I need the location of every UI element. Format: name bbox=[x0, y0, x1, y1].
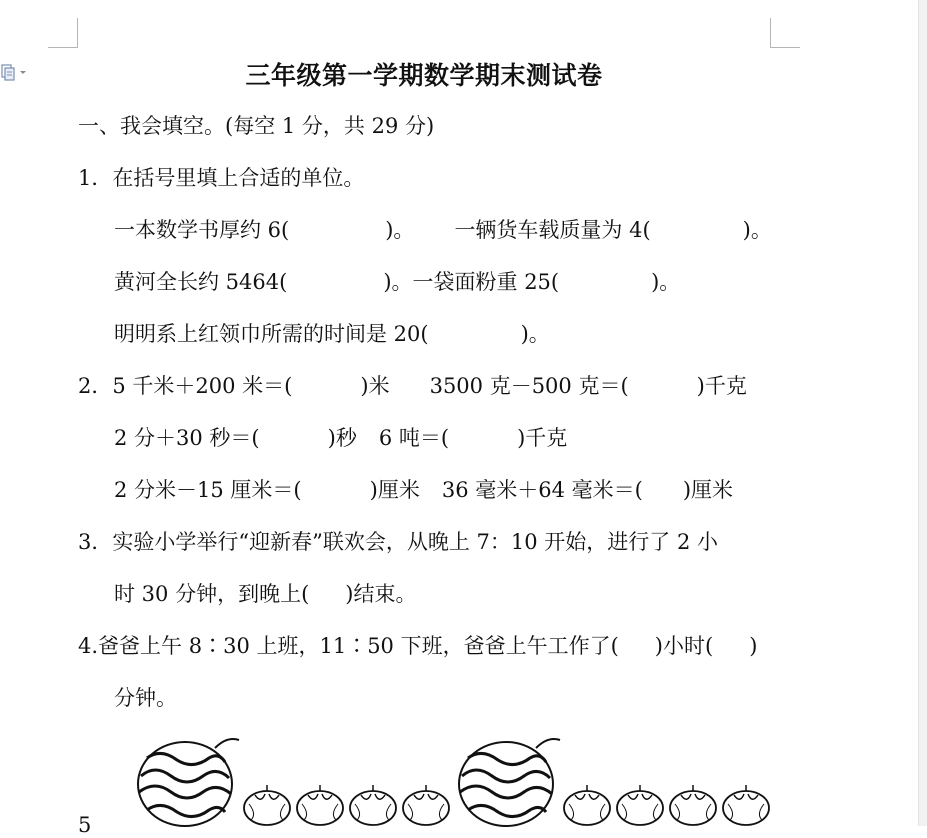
q4-mid: )小时( bbox=[654, 634, 714, 658]
section-heading: 一、我会填空。(每空 1 分，共 29 分) bbox=[78, 114, 435, 138]
crop-mark-top-right bbox=[770, 18, 800, 48]
question-3 bbox=[78, 529, 718, 555]
q2-c-text: 2 分＋30 秒＝( bbox=[114, 426, 260, 450]
q2-f-text: 36 毫米＋64 毫米＝( bbox=[441, 478, 643, 502]
question-1 bbox=[78, 165, 364, 191]
tomato-icon bbox=[350, 785, 396, 825]
q1-c-close: )。 bbox=[383, 270, 413, 294]
question-number: 1． bbox=[78, 166, 113, 190]
q2-d-text: 6 吨＝( bbox=[378, 426, 450, 450]
q2-d-unit: )千克 bbox=[517, 426, 568, 450]
q2-line-b bbox=[114, 425, 567, 451]
q1-e-close: )。 bbox=[520, 322, 550, 346]
q2-e-unit: )厘米 bbox=[369, 478, 420, 502]
q1-a-close: )。 bbox=[385, 218, 415, 242]
tomato-icon bbox=[617, 785, 663, 825]
q1-line-c bbox=[114, 321, 550, 347]
q4-text: 爸爸上午 8∶30 上班，11∶50 下班，爸爸上午工作了( bbox=[98, 634, 619, 658]
question-number: 4. bbox=[78, 634, 99, 658]
watermelon-icon bbox=[459, 739, 560, 826]
q1-e-text: 明明系上红领巾所需的时间是 20( bbox=[114, 322, 429, 346]
crop-mark-top-left bbox=[48, 18, 78, 48]
question-number: 3． bbox=[78, 530, 113, 554]
tomato-icon bbox=[723, 785, 769, 825]
tomato-icon bbox=[244, 785, 290, 825]
vertical-scrollbar[interactable] bbox=[918, 0, 927, 826]
q2-line-c bbox=[114, 477, 733, 503]
q3-text-2: 时 30 分钟，到晚上( bbox=[114, 582, 310, 606]
q2-e-text: 2 分米－15 厘米＝( bbox=[114, 478, 302, 502]
question-5-number: 5 bbox=[78, 813, 92, 837]
q3-text: 实验小学举行“迎新春”联欢会，从晚上 7：10 开始，进行了 2 小 bbox=[112, 530, 718, 554]
fruit-illustration bbox=[130, 736, 780, 828]
q1-a-text: 一本数学书厚约 6( bbox=[114, 218, 290, 242]
q1-c-text: 黄河全长约 5464( bbox=[114, 270, 288, 294]
q4-line-2: 分钟。 bbox=[114, 686, 177, 710]
question-number: 2． bbox=[78, 374, 113, 398]
q2-b-unit: )千克 bbox=[696, 374, 747, 398]
tomato-icon bbox=[670, 785, 716, 825]
q2-c-unit: )秒 bbox=[327, 426, 357, 450]
q2-a-text: 5 千米＋200 米＝( bbox=[112, 374, 293, 398]
q4-close: ) bbox=[749, 634, 758, 658]
tomato-icon bbox=[564, 785, 610, 825]
q1-b-text: 一辆货车载质量为 4( bbox=[454, 218, 651, 242]
question-text: 在括号里填上合适的单位。 bbox=[112, 166, 365, 190]
q2-b-text: 3500 克－500 克＝( bbox=[429, 374, 629, 398]
question-4 bbox=[78, 633, 757, 659]
tomato-icon bbox=[297, 785, 343, 825]
q1-d-text: 一袋面粉重 25( bbox=[412, 270, 560, 294]
question-2 bbox=[78, 373, 747, 399]
watermelon-icon bbox=[138, 739, 239, 826]
page-title: 三年级第一学期数学期末测试卷 bbox=[245, 61, 603, 90]
tomato-icon bbox=[403, 785, 449, 825]
q3-line-2 bbox=[114, 581, 416, 607]
q3-close: )结束。 bbox=[345, 582, 417, 606]
q1-line-b bbox=[114, 269, 680, 295]
q1-line-a bbox=[114, 217, 772, 243]
q1-d-close: )。 bbox=[651, 270, 681, 294]
q2-f-unit: )厘米 bbox=[682, 478, 734, 502]
q1-b-close: )。 bbox=[742, 218, 772, 242]
q2-a-unit: )米 bbox=[360, 374, 390, 398]
